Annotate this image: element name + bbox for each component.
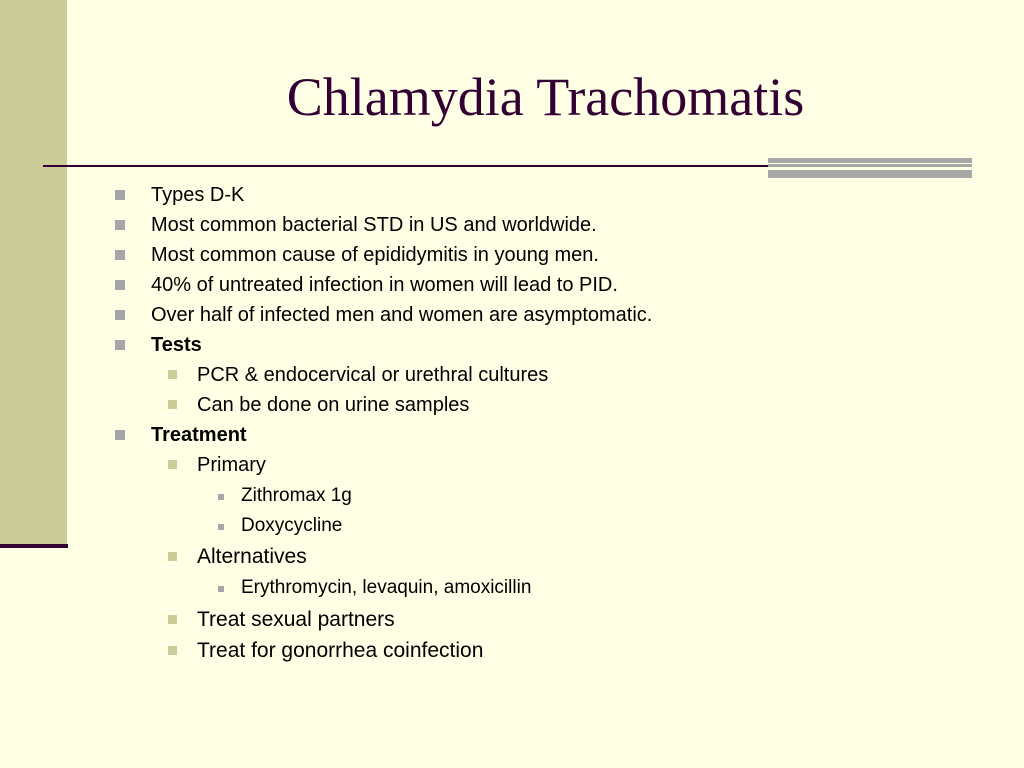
list-item-text: Over half of infected men and women are asymptomatic.	[151, 304, 653, 326]
list-item-heading	[151, 330, 202, 360]
list-item-text: Alternatives	[197, 545, 307, 568]
accent-bar-bottom	[768, 170, 972, 178]
list-item	[197, 542, 307, 572]
square-bullet-icon	[168, 552, 177, 561]
list-item-text: Treat sexual partners	[197, 608, 395, 631]
square-bullet-icon	[115, 220, 125, 230]
list-item	[197, 390, 469, 420]
list-item	[197, 360, 548, 390]
slide-title: Chlamydia Trachomatis	[286, 67, 805, 127]
list-item-text: Types D-K	[151, 184, 245, 206]
list-item	[151, 270, 618, 300]
list-item	[151, 240, 599, 270]
square-bullet-icon	[115, 430, 125, 440]
list-item-text: Primary	[197, 454, 266, 476]
list-item-text: Erythromycin, levaquin, amoxicillin	[241, 577, 532, 598]
square-bullet-icon	[115, 340, 125, 350]
square-bullet-icon	[168, 615, 177, 624]
list-item-heading	[151, 420, 247, 450]
title-divider	[43, 165, 772, 167]
list-item	[241, 511, 342, 541]
square-bullet-icon	[168, 460, 177, 469]
square-bullet-icon	[115, 280, 125, 290]
list-item-text: Doxycycline	[241, 515, 343, 536]
accent-bar-top	[768, 158, 972, 163]
list-item	[241, 573, 531, 603]
list-item-text: Most common cause of epididymitis in young men.	[151, 244, 599, 266]
square-bullet-icon	[218, 494, 224, 500]
list-item-text: Zithromax 1g	[241, 485, 352, 506]
list-item-text: Tests	[151, 334, 202, 356]
square-bullet-icon	[115, 250, 125, 260]
square-bullet-icon	[218, 524, 224, 530]
list-item	[241, 481, 352, 511]
left-band-rule	[0, 544, 68, 548]
list-item-text: Treat for gonorrhea coinfection	[197, 639, 484, 662]
list-item-text: Can be done on urine samples	[197, 394, 470, 416]
square-bullet-icon	[168, 370, 177, 379]
left-decorative-band	[0, 0, 67, 546]
square-bullet-icon	[168, 646, 177, 655]
list-item	[151, 300, 652, 330]
square-bullet-icon	[168, 400, 177, 409]
list-item	[197, 636, 483, 666]
list-item-text: Most common bacterial STD in US and worldwide.	[151, 214, 597, 236]
list-item	[151, 180, 244, 210]
list-item-text: Treatment	[151, 424, 247, 446]
list-item-text: 40% of untreated infection in women will lead to PID.	[151, 274, 618, 296]
square-bullet-icon	[115, 310, 125, 320]
list-item	[151, 210, 597, 240]
square-bullet-icon	[115, 190, 125, 200]
list-item	[197, 605, 395, 635]
accent-bar-middle	[768, 164, 972, 167]
list-item-text: PCR & endocervical or urethral cultures	[197, 364, 549, 386]
square-bullet-icon	[218, 586, 224, 592]
list-item	[197, 450, 266, 480]
